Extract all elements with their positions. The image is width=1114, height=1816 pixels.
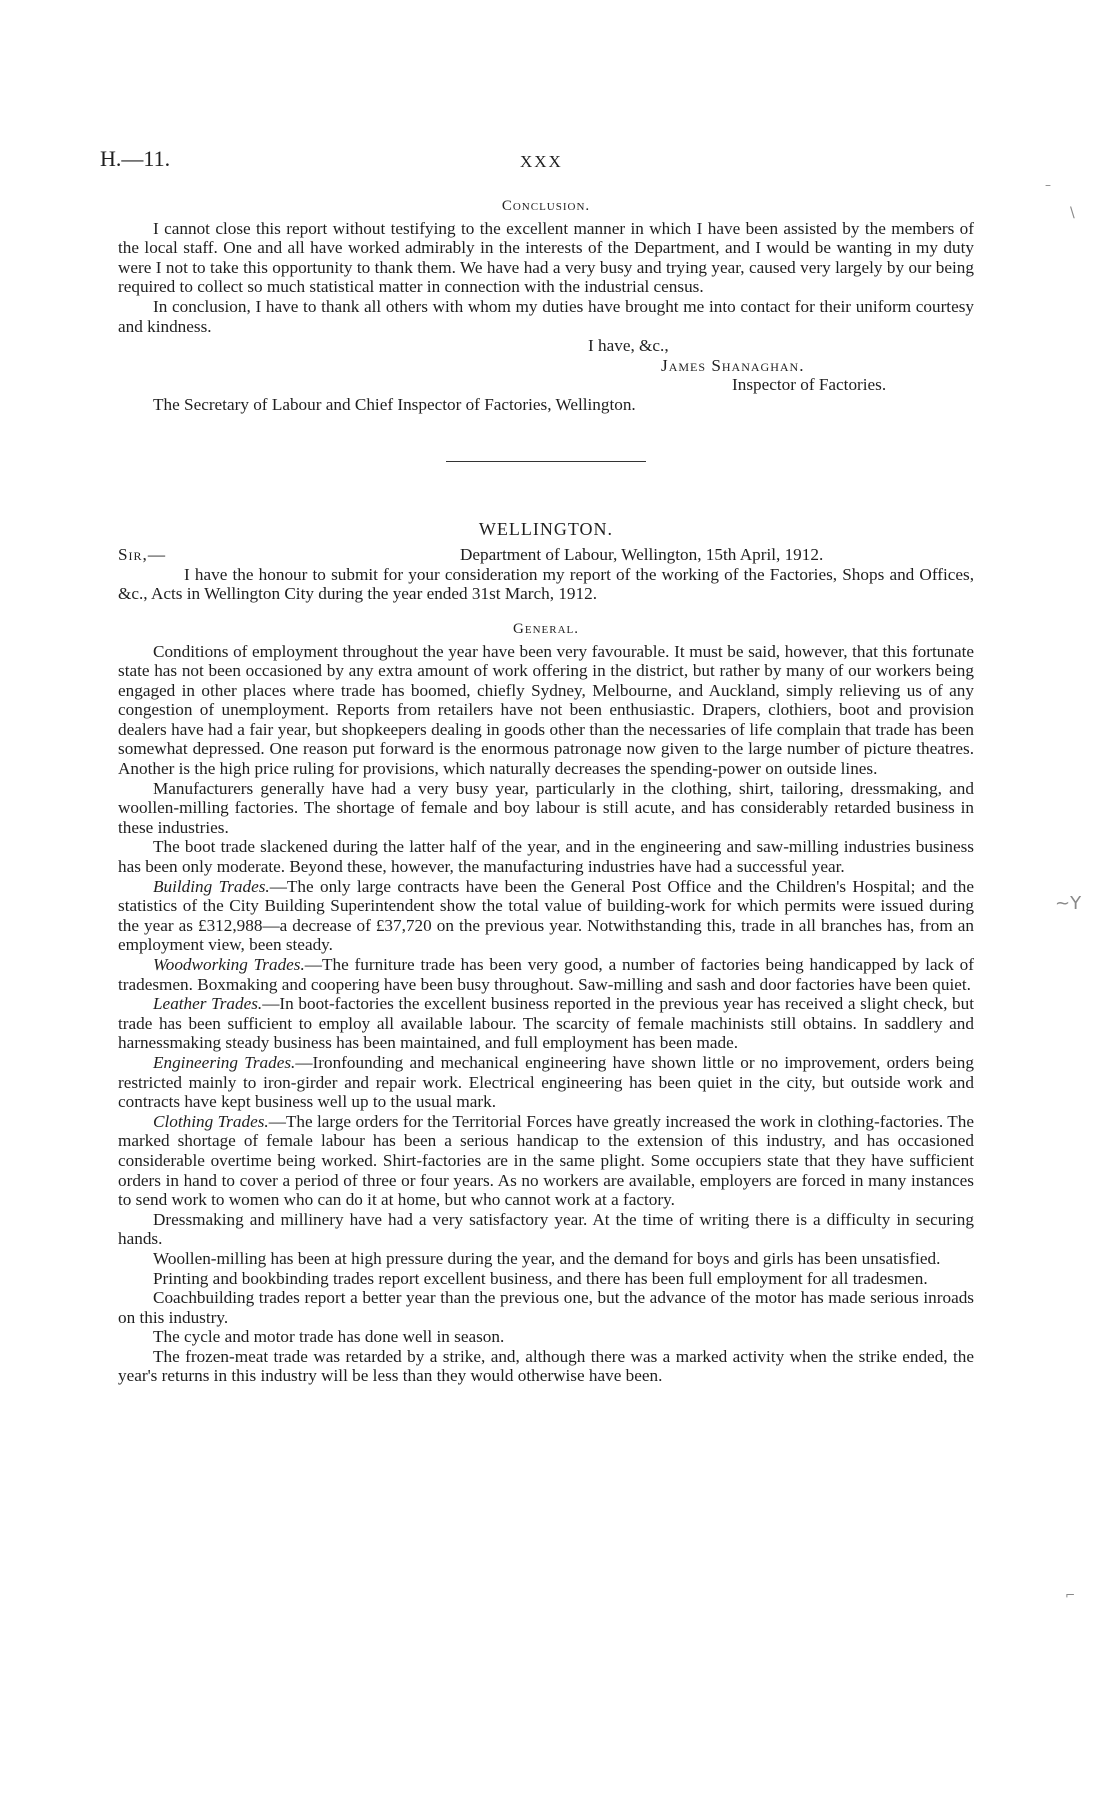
trade-text: —The large orders for the Territorial Forces have greatly increased the work in clothing-factories. The marked shortage of female labour has been a serious handicap to the extension of this industry, and has occasioned considerable overtime being worked. Shirt-factories are in the same plight. Some occupiers state that they have sufficient orders in hand to cover a period of three or four years. As no workers are available, employers are forced in many instances to send work to women who can do it at home, but who cannot work at a factory.	[118, 1111, 975, 1210]
section-heading-conclusion: Conclusion.	[501, 198, 591, 214]
general-paragraph: Manufacturers generally have had a very busy year, particularly in the clothing, shirt, tailoring, dressmaking, and woollen-milling factories. The shortage of female and boy labour is still acute, and has considerably retarded business in these industries.	[118, 778, 974, 837]
closing-formula: I have, &c.,	[588, 336, 669, 356]
trade-paragraph-woodworking	[118, 955, 974, 994]
general-paragraph: Conditions of employment throughout the year have been very favourable. It must be said, however, that this fortunate state has not been occasioned by any extra amount of work offering in the district, but rather by many of our workers being engaged in other places where trade has boomed, chiefly Sydney, Melbourne, and Auckland, simply relieving us of any congestion of unemployment. Reports from retailers have not been enthusiastic. Drapers, clothiers, boot and provision dealers have had a fair year, but shopkeepers dealing in goods other than the necessaries of life complain that trade has been somewhat depressed. One reason put forward is the enormous patronage now given to the large number of picture theatres. Another is the high price ruling for provisions, which naturally decreases the spending-power on outside lines.	[118, 641, 974, 779]
trade-text: —The only large contracts have been the General Post Office and the Children's Hospital; and the statistics of the City Building Superintendent show the total value of building-work for which permits were issued during the year as £312,988—a decrease of £37,720 on the previous year. Notwithstanding this, trade in all branches has, from an employment view, been steady.	[118, 876, 974, 955]
industry-paragraph: Coachbuilding trades report a better year than the previous one, but the advance of the motor has made serious inroads on this industry.	[118, 1288, 974, 1327]
conclusion-paragraph-1: I cannot close this report without testifying to the excellent manner in which I have been assisted by the members of the local staff. One and all have worked admirably in the interests of the Department, and I would be wanting in my duty were I not to take this opportunity to thank them. We have had a very busy and trying year, caused very largely by our being required to collect so much statistical matter in connection with the industrial census.	[118, 218, 974, 297]
signatory-name: James Shanaghan.	[661, 355, 805, 375]
section-divider	[446, 461, 646, 462]
industry-paragraph: Printing and bookbinding trades report excellent business, and there has been full employment for all tradesmen.	[153, 1268, 928, 1288]
scan-mark: \	[1070, 205, 1075, 221]
trade-paragraph-engineering	[118, 1053, 974, 1112]
general-paragraph: The boot trade slackened during the latter half of the year, and in the engineering and saw-milling industries business has been only moderate. Beyond these, however, the manufacturing industries have had a successful year.	[118, 837, 974, 877]
scan-mark: ⌐	[1065, 1588, 1076, 1602]
scan-mark: –	[1045, 178, 1051, 192]
trade-paragraph-leather	[118, 994, 974, 1053]
intro-paragraph: I have the honour to submit for your consideration my report of the working of the Factories, Shops and Offices, &c., Acts in Wellington City during the year ended 31st March, 1912.	[118, 564, 974, 604]
trade-paragraph-clothing	[118, 1112, 974, 1210]
trade-text: —The furniture trade has been very good, a number of factories being handicapped by lack of tradesmen. Boxmaking and coopering have been busy throughout. Saw-milling and sash and door factories have been quiet.	[118, 955, 974, 994]
trade-label: Clothing Trades.	[153, 1111, 269, 1131]
salutation-line	[118, 545, 974, 565]
section-heading-wellington: WELLINGTON.	[478, 518, 614, 539]
conclusion-paragraph-2: In conclusion, I have to thank all others with whom my duties have brought me into contact for their uniform courtesy and kindness.	[118, 296, 974, 336]
closing-line	[118, 336, 974, 356]
trade-label: Leather Trades.	[153, 994, 263, 1014]
industry-paragraph: Woollen-milling has been at high pressure during the year, and the demand for boys and girls has been unsatisfied.	[153, 1248, 941, 1268]
industry-paragraph: Dressmaking and millinery have had a very satisfactory year. At the time of writing there is a difficulty in securing hands.	[118, 1209, 974, 1249]
salutation: Sir,—	[118, 545, 167, 565]
trade-paragraph-building	[118, 877, 974, 955]
page-body	[118, 197, 974, 1386]
document-reference: H.—11.	[100, 146, 171, 171]
trade-text: —Ironfounding and mechanical engineering have shown little or no improvement, orders being restricted mainly to iron-girder and repair work. Electrical engineering has been quiet in the city, but outside work and contracts have kept business well up to the usual mark.	[118, 1052, 974, 1112]
page-header	[100, 146, 980, 186]
scan-mark: ~Y	[1055, 893, 1082, 914]
dateline: Department of Labour, Wellington, 15th April, 1912.	[460, 545, 824, 565]
industry-paragraph: The frozen-meat trade was retarded by a strike, and, although there was a marked activity when the strike ended, the year's returns in this industry will be less than they would otherwise have been.	[118, 1346, 974, 1386]
addressee: The Secretary of Labour and Chief Inspector of Factories, Wellington.	[153, 394, 636, 414]
section-heading-general: General.	[513, 620, 579, 637]
trade-label: Engineering Trades.	[153, 1052, 296, 1072]
page-number: XXX	[520, 152, 563, 171]
trade-label: Woodworking Trades.	[153, 955, 305, 974]
trade-label: Building Trades.	[153, 876, 270, 896]
signatory-title: Inspector of Factories.	[732, 375, 887, 395]
trade-text: —In boot-factories the excellent business reported in the previous year has received a slight check, but trade has been sufficient to employ all available labour. The scarcity of female machinists still obtains. In saddlery and harnessmaking steady business has been maintained, and full employment has been made.	[118, 994, 974, 1053]
industry-paragraph: The cycle and motor trade has done well in season.	[153, 1327, 505, 1347]
